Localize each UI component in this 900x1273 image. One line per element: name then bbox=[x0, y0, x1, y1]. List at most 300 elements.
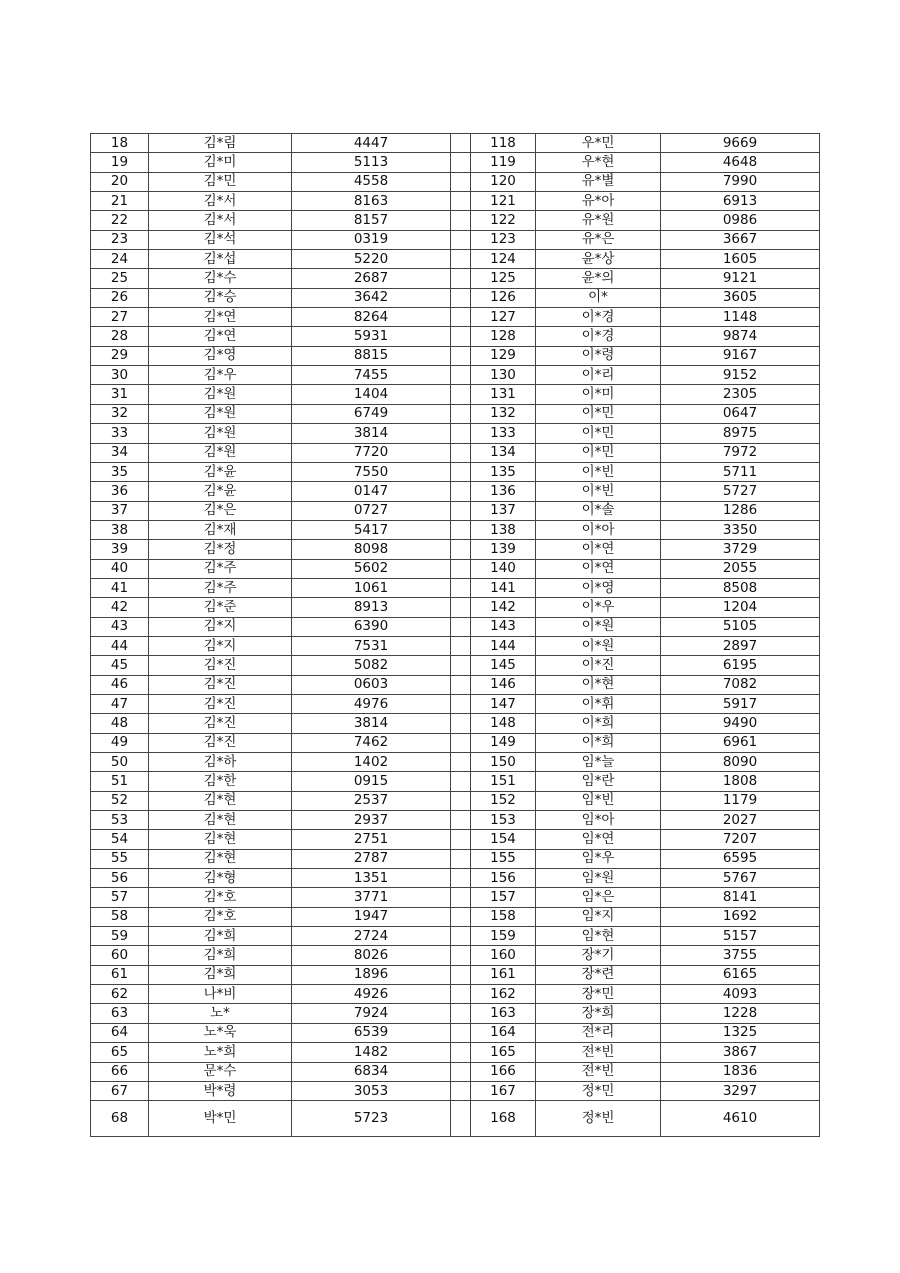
left-code-cell: 0603 bbox=[292, 675, 451, 694]
left-code-cell: 8163 bbox=[292, 192, 451, 211]
left-number-cell: 30 bbox=[91, 366, 149, 385]
right-name-cell: 이*경 bbox=[536, 327, 661, 346]
right-name-cell: 장*련 bbox=[536, 965, 661, 984]
right-code-cell: 2897 bbox=[661, 636, 820, 655]
left-number-cell: 31 bbox=[91, 385, 149, 404]
left-name-cell: 김*민 bbox=[149, 172, 292, 191]
right-code-cell: 3297 bbox=[661, 1081, 820, 1100]
left-name-cell: 김*현 bbox=[149, 791, 292, 810]
left-code-cell: 8026 bbox=[292, 946, 451, 965]
left-name-cell: 김*수 bbox=[149, 269, 292, 288]
right-name-cell: 이*리 bbox=[536, 366, 661, 385]
left-code-cell: 5417 bbox=[292, 520, 451, 539]
right-name-cell: 우*현 bbox=[536, 153, 661, 172]
right-number-cell: 128 bbox=[471, 327, 536, 346]
right-name-cell: 우*민 bbox=[536, 134, 661, 153]
gap-cell bbox=[451, 656, 471, 675]
left-name-cell: 김*섭 bbox=[149, 250, 292, 269]
left-code-cell: 6539 bbox=[292, 1023, 451, 1042]
left-number-cell: 41 bbox=[91, 578, 149, 597]
gap-cell bbox=[451, 811, 471, 830]
table-row bbox=[91, 346, 820, 365]
right-number-cell: 146 bbox=[471, 675, 536, 694]
left-number-cell: 55 bbox=[91, 849, 149, 868]
right-number-cell: 127 bbox=[471, 308, 536, 327]
left-number-cell: 24 bbox=[91, 250, 149, 269]
gap-cell bbox=[451, 346, 471, 365]
right-name-cell: 임*아 bbox=[536, 811, 661, 830]
left-name-cell: 김*현 bbox=[149, 811, 292, 830]
left-code-cell: 1947 bbox=[292, 907, 451, 926]
table-row bbox=[91, 308, 820, 327]
left-code-cell: 7462 bbox=[292, 733, 451, 752]
right-name-cell: 이*경 bbox=[536, 308, 661, 327]
left-number-cell: 34 bbox=[91, 443, 149, 462]
table-row bbox=[91, 1004, 820, 1023]
left-number-cell: 60 bbox=[91, 946, 149, 965]
right-number-cell: 155 bbox=[471, 849, 536, 868]
left-code-cell: 1896 bbox=[292, 965, 451, 984]
right-code-cell: 1836 bbox=[661, 1062, 820, 1081]
left-number-cell: 47 bbox=[91, 694, 149, 713]
right-code-cell: 1808 bbox=[661, 772, 820, 791]
right-name-cell: 이*연 bbox=[536, 540, 661, 559]
right-number-cell: 132 bbox=[471, 404, 536, 423]
right-code-cell: 0986 bbox=[661, 211, 820, 230]
left-number-cell: 45 bbox=[91, 656, 149, 675]
right-number-cell: 165 bbox=[471, 1043, 536, 1062]
left-code-cell: 8098 bbox=[292, 540, 451, 559]
left-name-cell: 김*원 bbox=[149, 404, 292, 423]
gap-cell bbox=[451, 869, 471, 888]
left-code-cell: 2724 bbox=[292, 927, 451, 946]
gap-cell bbox=[451, 694, 471, 713]
table-row bbox=[91, 1023, 820, 1042]
right-name-cell: 장*민 bbox=[536, 985, 661, 1004]
left-name-cell: 문*수 bbox=[149, 1062, 292, 1081]
table-row bbox=[91, 656, 820, 675]
left-code-cell: 2751 bbox=[292, 830, 451, 849]
right-code-cell: 2055 bbox=[661, 559, 820, 578]
right-code-cell: 1204 bbox=[661, 598, 820, 617]
table-row bbox=[91, 288, 820, 307]
left-name-cell: 김*원 bbox=[149, 443, 292, 462]
left-number-cell: 38 bbox=[91, 520, 149, 539]
left-name-cell: 김*희 bbox=[149, 965, 292, 984]
left-name-cell: 노*희 bbox=[149, 1043, 292, 1062]
right-code-cell: 4610 bbox=[661, 1101, 820, 1137]
right-name-cell: 이*민 bbox=[536, 404, 661, 423]
left-code-cell: 3642 bbox=[292, 288, 451, 307]
table-row bbox=[91, 907, 820, 926]
left-code-cell: 0319 bbox=[292, 230, 451, 249]
left-code-cell: 3814 bbox=[292, 424, 451, 443]
right-name-cell: 이*원 bbox=[536, 636, 661, 655]
left-name-cell: 김*주 bbox=[149, 578, 292, 597]
right-name-cell: 이*빈 bbox=[536, 462, 661, 481]
left-name-cell: 김*원 bbox=[149, 385, 292, 404]
right-code-cell: 8508 bbox=[661, 578, 820, 597]
participant-list-body bbox=[91, 134, 820, 1137]
right-code-cell: 3755 bbox=[661, 946, 820, 965]
right-code-cell: 5157 bbox=[661, 927, 820, 946]
right-name-cell: 이*희 bbox=[536, 733, 661, 752]
gap-cell bbox=[451, 250, 471, 269]
left-name-cell: 김*현 bbox=[149, 849, 292, 868]
left-number-cell: 43 bbox=[91, 617, 149, 636]
gap-cell bbox=[451, 443, 471, 462]
left-number-cell: 37 bbox=[91, 501, 149, 520]
right-name-cell: 유*원 bbox=[536, 211, 661, 230]
right-code-cell: 4093 bbox=[661, 985, 820, 1004]
table-row bbox=[91, 927, 820, 946]
right-code-cell: 8141 bbox=[661, 888, 820, 907]
right-name-cell: 임*늘 bbox=[536, 753, 661, 772]
right-number-cell: 154 bbox=[471, 830, 536, 849]
right-name-cell: 이*진 bbox=[536, 656, 661, 675]
gap-cell bbox=[451, 404, 471, 423]
left-name-cell: 김*서 bbox=[149, 192, 292, 211]
right-number-cell: 118 bbox=[471, 134, 536, 153]
right-name-cell: 이*민 bbox=[536, 424, 661, 443]
left-name-cell: 김*석 bbox=[149, 230, 292, 249]
left-number-cell: 22 bbox=[91, 211, 149, 230]
table-row bbox=[91, 714, 820, 733]
table-row bbox=[91, 617, 820, 636]
right-number-cell: 163 bbox=[471, 1004, 536, 1023]
left-code-cell: 1351 bbox=[292, 869, 451, 888]
gap-cell bbox=[451, 1081, 471, 1100]
left-number-cell: 28 bbox=[91, 327, 149, 346]
table-row bbox=[91, 791, 820, 810]
table-row bbox=[91, 694, 820, 713]
right-number-cell: 147 bbox=[471, 694, 536, 713]
table-row bbox=[91, 675, 820, 694]
left-number-cell: 39 bbox=[91, 540, 149, 559]
left-code-cell: 8913 bbox=[292, 598, 451, 617]
table-row bbox=[91, 520, 820, 539]
right-name-cell: 전*빈 bbox=[536, 1043, 661, 1062]
right-name-cell: 임*지 bbox=[536, 907, 661, 926]
left-number-cell: 32 bbox=[91, 404, 149, 423]
table-row bbox=[91, 366, 820, 385]
table-row bbox=[91, 153, 820, 172]
gap-cell bbox=[451, 327, 471, 346]
left-number-cell: 62 bbox=[91, 985, 149, 1004]
left-number-cell: 35 bbox=[91, 462, 149, 481]
gap-cell bbox=[451, 578, 471, 597]
left-name-cell: 노* bbox=[149, 1004, 292, 1023]
right-number-cell: 133 bbox=[471, 424, 536, 443]
gap-cell bbox=[451, 907, 471, 926]
table-row bbox=[91, 636, 820, 655]
gap-cell bbox=[451, 482, 471, 501]
right-code-cell: 6595 bbox=[661, 849, 820, 868]
right-number-cell: 138 bbox=[471, 520, 536, 539]
left-number-cell: 56 bbox=[91, 869, 149, 888]
gap-cell bbox=[451, 1004, 471, 1023]
left-code-cell: 5113 bbox=[292, 153, 451, 172]
left-number-cell: 40 bbox=[91, 559, 149, 578]
gap-cell bbox=[451, 965, 471, 984]
left-code-cell: 8264 bbox=[292, 308, 451, 327]
right-name-cell: 윤*의 bbox=[536, 269, 661, 288]
right-number-cell: 149 bbox=[471, 733, 536, 752]
left-name-cell: 김*진 bbox=[149, 733, 292, 752]
right-code-cell: 9152 bbox=[661, 366, 820, 385]
right-name-cell: 임*현 bbox=[536, 927, 661, 946]
right-code-cell: 7990 bbox=[661, 172, 820, 191]
right-number-cell: 144 bbox=[471, 636, 536, 655]
left-code-cell: 7455 bbox=[292, 366, 451, 385]
left-name-cell: 김*미 bbox=[149, 153, 292, 172]
gap-cell bbox=[451, 288, 471, 307]
table-row bbox=[91, 172, 820, 191]
table-row bbox=[91, 965, 820, 984]
right-number-cell: 135 bbox=[471, 462, 536, 481]
left-name-cell: 김*윤 bbox=[149, 482, 292, 501]
gap-cell bbox=[451, 308, 471, 327]
gap-cell bbox=[451, 269, 471, 288]
gap-cell bbox=[451, 714, 471, 733]
right-number-cell: 121 bbox=[471, 192, 536, 211]
right-name-cell: 이*령 bbox=[536, 346, 661, 365]
left-number-cell: 36 bbox=[91, 482, 149, 501]
right-name-cell: 임*란 bbox=[536, 772, 661, 791]
left-code-cell: 7531 bbox=[292, 636, 451, 655]
left-number-cell: 63 bbox=[91, 1004, 149, 1023]
right-code-cell: 5767 bbox=[661, 869, 820, 888]
right-name-cell: 유*별 bbox=[536, 172, 661, 191]
left-code-cell: 4976 bbox=[292, 694, 451, 713]
table-row bbox=[91, 540, 820, 559]
left-code-cell: 2537 bbox=[292, 791, 451, 810]
table-row bbox=[91, 733, 820, 752]
right-code-cell: 2027 bbox=[661, 811, 820, 830]
left-name-cell: 김*준 bbox=[149, 598, 292, 617]
table-row bbox=[91, 443, 820, 462]
left-code-cell: 2787 bbox=[292, 849, 451, 868]
right-number-cell: 130 bbox=[471, 366, 536, 385]
left-name-cell: 나*비 bbox=[149, 985, 292, 1004]
gap-cell bbox=[451, 888, 471, 907]
left-code-cell: 8157 bbox=[292, 211, 451, 230]
right-name-cell: 장*기 bbox=[536, 946, 661, 965]
table-row bbox=[91, 598, 820, 617]
left-number-cell: 68 bbox=[91, 1101, 149, 1137]
gap-cell bbox=[451, 830, 471, 849]
left-number-cell: 21 bbox=[91, 192, 149, 211]
left-name-cell: 김*한 bbox=[149, 772, 292, 791]
left-code-cell: 1404 bbox=[292, 385, 451, 404]
right-code-cell: 9121 bbox=[661, 269, 820, 288]
left-name-cell: 박*민 bbox=[149, 1101, 292, 1137]
right-code-cell: 1325 bbox=[661, 1023, 820, 1042]
left-number-cell: 33 bbox=[91, 424, 149, 443]
left-code-cell: 6834 bbox=[292, 1062, 451, 1081]
right-name-cell: 정*빈 bbox=[536, 1101, 661, 1137]
gap-cell bbox=[451, 424, 471, 443]
left-number-cell: 59 bbox=[91, 927, 149, 946]
right-number-cell: 131 bbox=[471, 385, 536, 404]
gap-cell bbox=[451, 849, 471, 868]
table-row bbox=[91, 578, 820, 597]
table-row bbox=[91, 501, 820, 520]
right-name-cell: 이*현 bbox=[536, 675, 661, 694]
left-code-cell: 7550 bbox=[292, 462, 451, 481]
gap-cell bbox=[451, 540, 471, 559]
table-row bbox=[91, 985, 820, 1004]
gap-cell bbox=[451, 791, 471, 810]
left-number-cell: 67 bbox=[91, 1081, 149, 1100]
right-number-cell: 152 bbox=[471, 791, 536, 810]
gap-cell bbox=[451, 1043, 471, 1062]
left-name-cell: 김*서 bbox=[149, 211, 292, 230]
left-name-cell: 김*하 bbox=[149, 753, 292, 772]
right-number-cell: 134 bbox=[471, 443, 536, 462]
right-code-cell: 7972 bbox=[661, 443, 820, 462]
left-code-cell: 0147 bbox=[292, 482, 451, 501]
left-number-cell: 19 bbox=[91, 153, 149, 172]
left-number-cell: 54 bbox=[91, 830, 149, 849]
left-name-cell: 김*현 bbox=[149, 830, 292, 849]
left-number-cell: 58 bbox=[91, 907, 149, 926]
right-code-cell: 2305 bbox=[661, 385, 820, 404]
left-name-cell: 김*진 bbox=[149, 675, 292, 694]
left-number-cell: 53 bbox=[91, 811, 149, 830]
table-row bbox=[91, 772, 820, 791]
right-name-cell: 임*우 bbox=[536, 849, 661, 868]
left-number-cell: 64 bbox=[91, 1023, 149, 1042]
left-number-cell: 26 bbox=[91, 288, 149, 307]
left-name-cell: 김*호 bbox=[149, 907, 292, 926]
right-name-cell: 이*영 bbox=[536, 578, 661, 597]
gap-cell bbox=[451, 153, 471, 172]
right-name-cell: 정*민 bbox=[536, 1081, 661, 1100]
right-number-cell: 151 bbox=[471, 772, 536, 791]
right-code-cell: 3350 bbox=[661, 520, 820, 539]
right-number-cell: 162 bbox=[471, 985, 536, 1004]
right-number-cell: 150 bbox=[471, 753, 536, 772]
left-name-cell: 김*지 bbox=[149, 636, 292, 655]
left-number-cell: 66 bbox=[91, 1062, 149, 1081]
left-code-cell: 3053 bbox=[292, 1081, 451, 1100]
left-number-cell: 44 bbox=[91, 636, 149, 655]
gap-cell bbox=[451, 1062, 471, 1081]
left-code-cell: 2937 bbox=[292, 811, 451, 830]
left-code-cell: 6390 bbox=[292, 617, 451, 636]
gap-cell bbox=[451, 753, 471, 772]
gap-cell bbox=[451, 675, 471, 694]
right-name-cell: 윤*상 bbox=[536, 250, 661, 269]
left-code-cell: 4558 bbox=[292, 172, 451, 191]
left-number-cell: 49 bbox=[91, 733, 149, 752]
right-code-cell: 1692 bbox=[661, 907, 820, 926]
left-code-cell: 7720 bbox=[292, 443, 451, 462]
right-code-cell: 6165 bbox=[661, 965, 820, 984]
right-name-cell: 전*빈 bbox=[536, 1062, 661, 1081]
left-name-cell: 김*림 bbox=[149, 134, 292, 153]
left-code-cell: 6749 bbox=[292, 404, 451, 423]
gap-cell bbox=[451, 134, 471, 153]
right-number-cell: 161 bbox=[471, 965, 536, 984]
left-code-cell: 5082 bbox=[292, 656, 451, 675]
left-number-cell: 27 bbox=[91, 308, 149, 327]
table-row bbox=[91, 250, 820, 269]
left-name-cell: 김*원 bbox=[149, 424, 292, 443]
gap-cell bbox=[451, 772, 471, 791]
gap-cell bbox=[451, 927, 471, 946]
table-row bbox=[91, 230, 820, 249]
right-number-cell: 119 bbox=[471, 153, 536, 172]
left-name-cell: 노*욱 bbox=[149, 1023, 292, 1042]
right-name-cell: 이*우 bbox=[536, 598, 661, 617]
left-code-cell: 2687 bbox=[292, 269, 451, 288]
left-name-cell: 김*진 bbox=[149, 694, 292, 713]
left-code-cell: 1061 bbox=[292, 578, 451, 597]
right-code-cell: 5105 bbox=[661, 617, 820, 636]
table-row bbox=[91, 269, 820, 288]
left-name-cell: 김*주 bbox=[149, 559, 292, 578]
left-code-cell: 3814 bbox=[292, 714, 451, 733]
table-row bbox=[91, 811, 820, 830]
right-code-cell: 9167 bbox=[661, 346, 820, 365]
left-code-cell: 1482 bbox=[292, 1043, 451, 1062]
table-row bbox=[91, 134, 820, 153]
table-row bbox=[91, 385, 820, 404]
left-number-cell: 29 bbox=[91, 346, 149, 365]
table-row bbox=[91, 559, 820, 578]
left-name-cell: 김*지 bbox=[149, 617, 292, 636]
left-code-cell: 8815 bbox=[292, 346, 451, 365]
right-number-cell: 125 bbox=[471, 269, 536, 288]
right-number-cell: 166 bbox=[471, 1062, 536, 1081]
right-code-cell: 3605 bbox=[661, 288, 820, 307]
left-number-cell: 52 bbox=[91, 791, 149, 810]
left-name-cell: 김*은 bbox=[149, 501, 292, 520]
gap-cell bbox=[451, 366, 471, 385]
right-name-cell: 이*휘 bbox=[536, 694, 661, 713]
table-row bbox=[91, 869, 820, 888]
right-number-cell: 158 bbox=[471, 907, 536, 926]
gap-cell bbox=[451, 946, 471, 965]
table-row bbox=[91, 482, 820, 501]
left-code-cell: 5723 bbox=[292, 1101, 451, 1137]
right-name-cell: 임*은 bbox=[536, 888, 661, 907]
right-number-cell: 136 bbox=[471, 482, 536, 501]
right-code-cell: 7082 bbox=[661, 675, 820, 694]
right-code-cell: 6913 bbox=[661, 192, 820, 211]
right-number-cell: 139 bbox=[471, 540, 536, 559]
right-name-cell: 이*솔 bbox=[536, 501, 661, 520]
left-name-cell: 김*정 bbox=[149, 540, 292, 559]
right-number-cell: 120 bbox=[471, 172, 536, 191]
left-name-cell: 김*호 bbox=[149, 888, 292, 907]
right-number-cell: 145 bbox=[471, 656, 536, 675]
gap-cell bbox=[451, 985, 471, 1004]
table-row bbox=[91, 192, 820, 211]
right-code-cell: 1605 bbox=[661, 250, 820, 269]
left-name-cell: 김*승 bbox=[149, 288, 292, 307]
gap-cell bbox=[451, 1101, 471, 1137]
left-name-cell: 김*연 bbox=[149, 327, 292, 346]
gap-cell bbox=[451, 462, 471, 481]
right-number-cell: 129 bbox=[471, 346, 536, 365]
left-name-cell: 김*우 bbox=[149, 366, 292, 385]
gap-cell bbox=[451, 230, 471, 249]
table-row bbox=[91, 946, 820, 965]
left-number-cell: 65 bbox=[91, 1043, 149, 1062]
